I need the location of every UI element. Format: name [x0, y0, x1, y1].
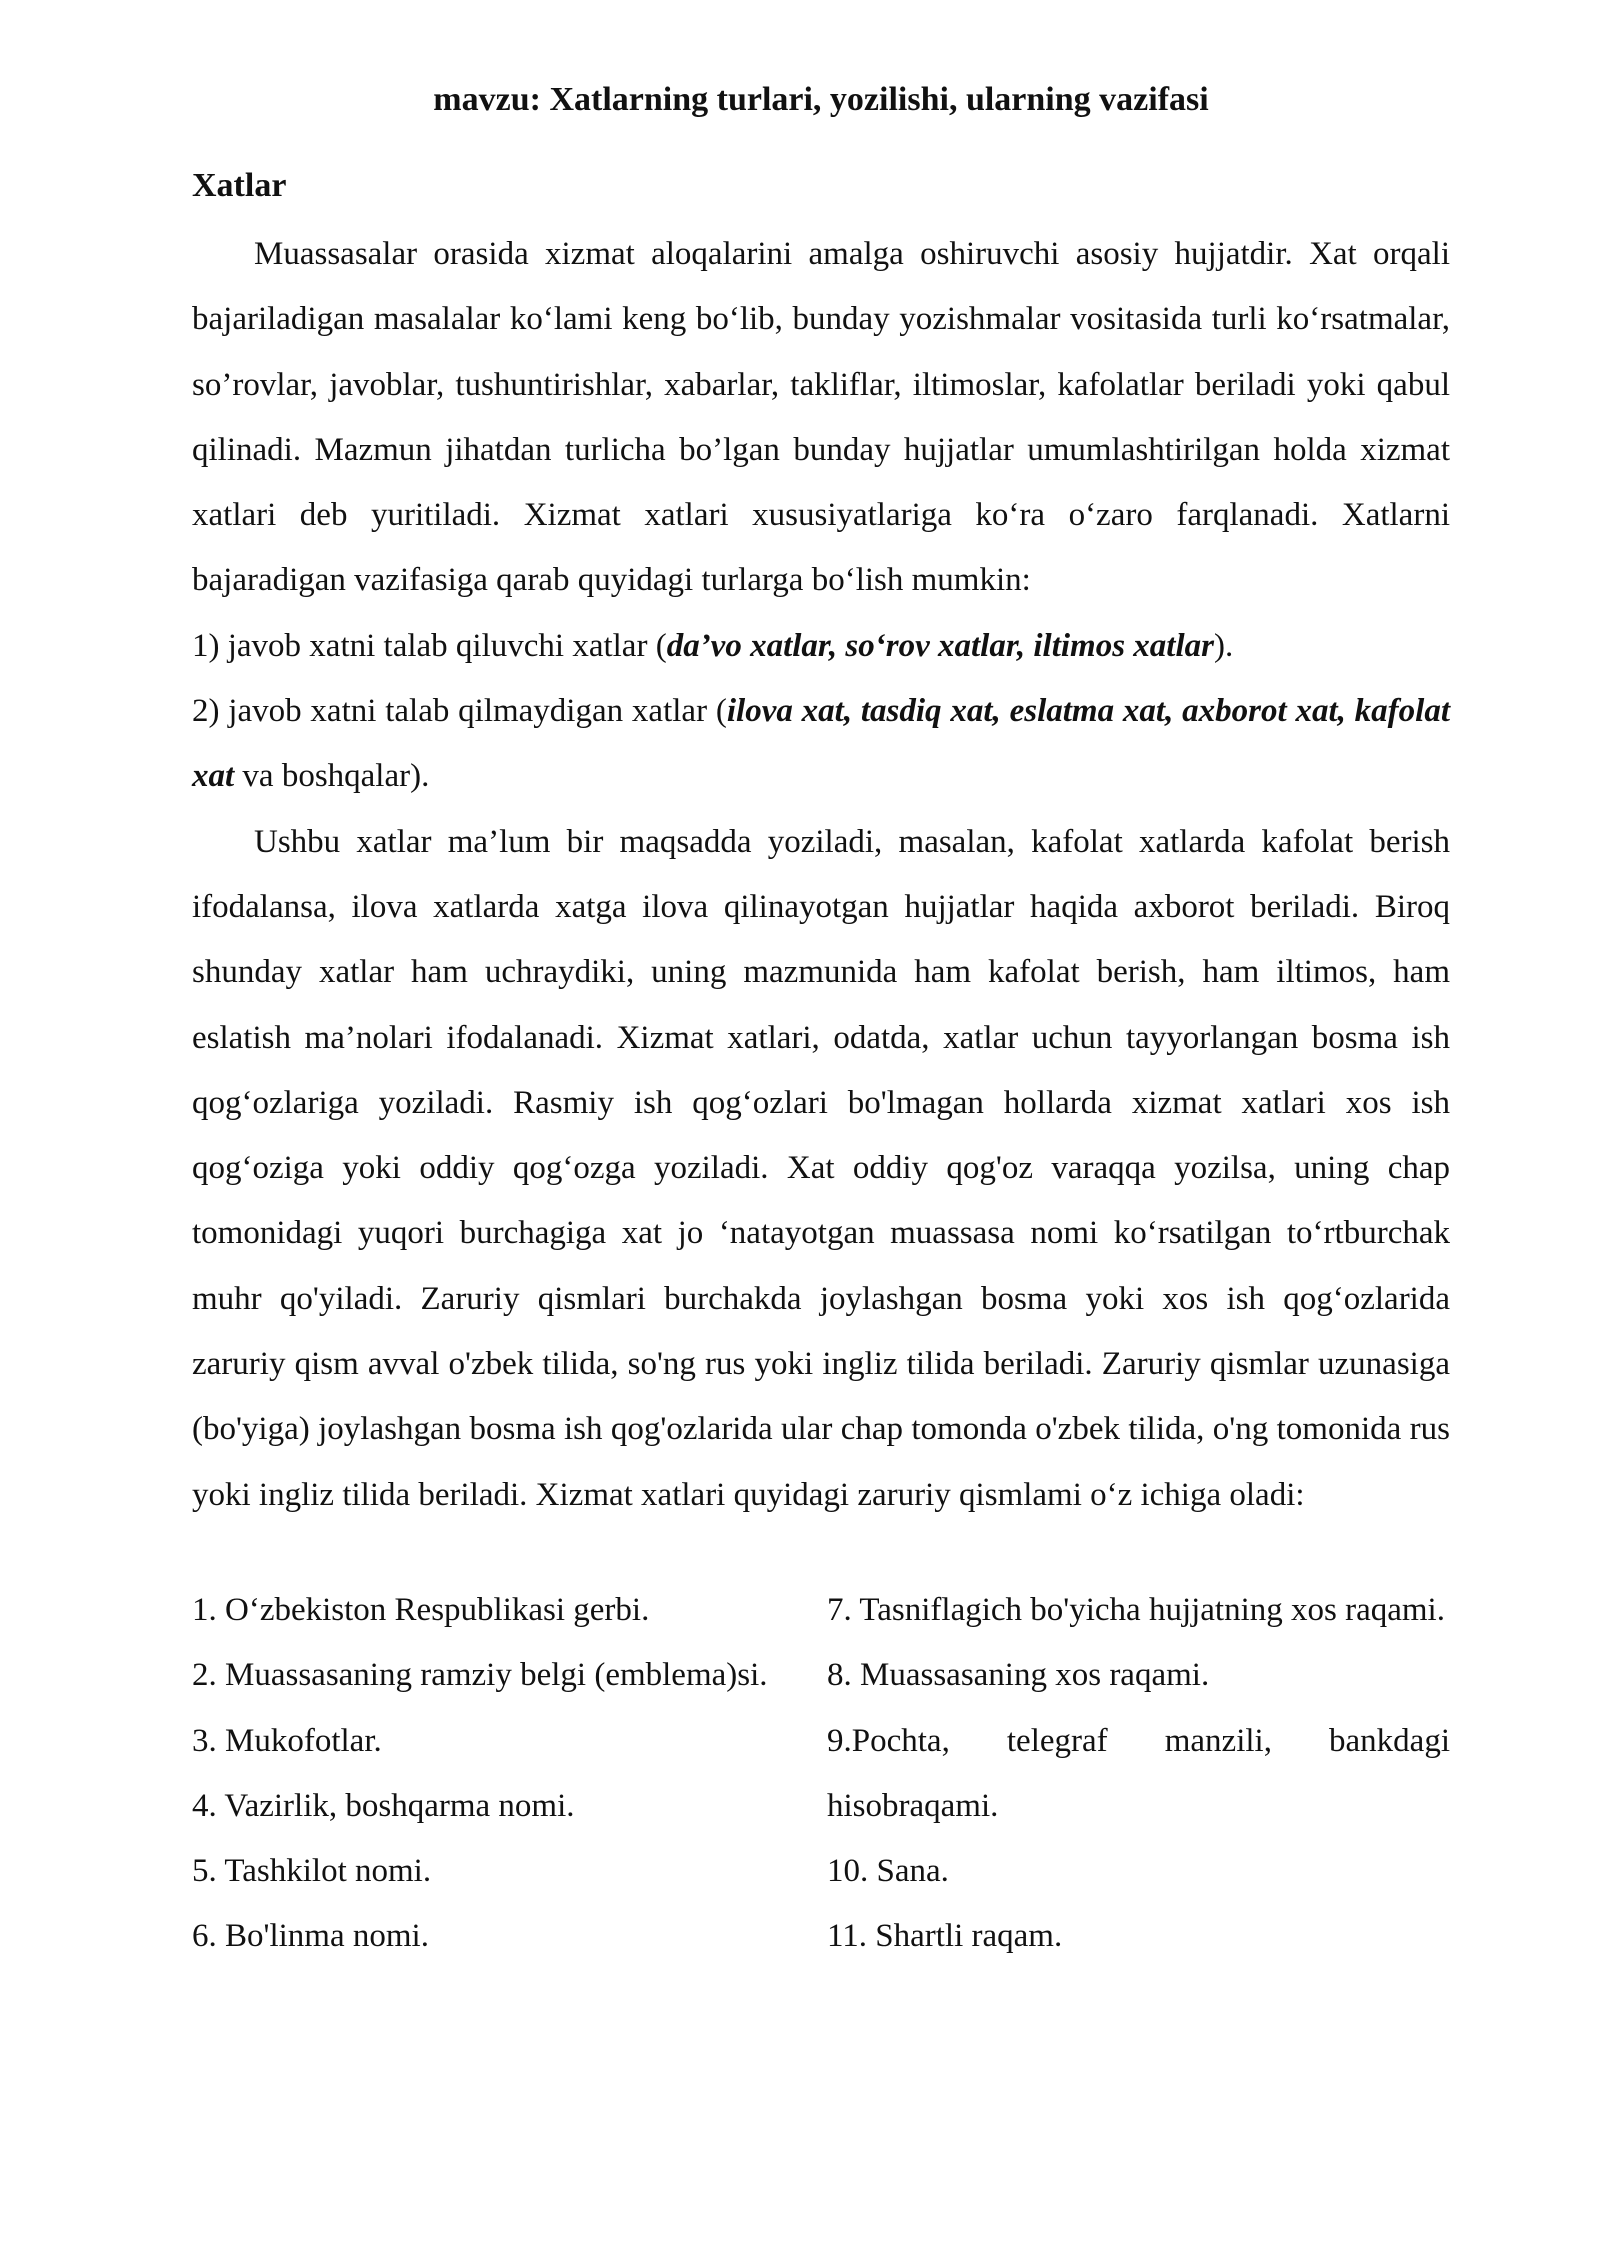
section-heading: Xatlar [192, 167, 287, 204]
list-item: 10. Sana. [827, 1853, 949, 1890]
list-item-1-emphasis: da’vo xatlar, so‘rov xatlar, iltimos xatlar [666, 627, 1214, 664]
list-item: 8. Muassasaning xos raqami. [827, 1657, 1210, 1694]
list-item: 3. Mukofotlar. [192, 1722, 382, 1759]
list-item-1-suffix: ). [1213, 627, 1234, 664]
list-item-2 [192, 679, 1450, 810]
list-item-1 [192, 614, 1450, 679]
list-item-2-emphasis: ilova xat, tasdiq xat, eslatma xat, axborot xat, kafolat xat [192, 693, 1451, 795]
list-item: 9.Pochta, telegraf manzili, bankdagi hisobraqami. [827, 1722, 1450, 1824]
intro-paragraph: Muassasalar orasida xizmat aloqalarini amalga oshiruvchi asosiy hujjatdir. Xat orqali bajariladigan masalalar ko‘lami keng bo‘lib, bunday yozishmalar vositasida turli ko‘rsatmalar, so’rovlar, javoblar, tushuntirishlar, xabarlar, takliflar, iltimoslar, kafolatlar beriladi yoki qabul qilinadi. Mazmun jihatdan turlicha bo’lgan bunday hujjatlar umumlashtirilgan holda xizmat xatlari deb yuritiladi. Xizmat xatlari xususiyatlariga ko‘ra o‘zaro farqlanadi. Xatlarni bajaradigan vazifasiga qarab quyidagi turlarga bo‘lish mumkin: [192, 236, 1450, 599]
list-item: 11. Shartli raqam. [827, 1918, 1063, 1955]
list-item-1-prefix: 1) javob xatni talab qiluvchi xatlar ( [192, 627, 667, 664]
document-title: mavzu: Xatlarning turlari, yozilishi, ularning vazifasi [433, 81, 1209, 118]
list-item: 5. Tashkilot nomi. [192, 1853, 432, 1890]
requisites-left-column [192, 1578, 815, 1970]
list-item: 2. Muassasaning ramziy belgi (emblema)si. [192, 1657, 768, 1694]
list-item: 1. O‘zbekiston Respublikasi gerbi. [192, 1591, 650, 1628]
requisites-columns [192, 1578, 1450, 1970]
list-item: 4. Vazirlik, boshqarma nomi. [192, 1787, 575, 1824]
list-item-2-suffix: va boshqalar). [234, 758, 430, 795]
list-item: 7. Tasniflagich bo'yicha hujjatning xos raqami. [827, 1591, 1445, 1628]
list-item-2-prefix: 2) javob xatni talab qilmaydigan xatlar ( [192, 693, 727, 730]
body-paragraph: Ushbu xatlar ma’lum bir maqsadda yoziladi, masalan, kafolat xatlarda kafolat berish ifodalansa, ilova xatlarda xatga ilova qilinayotgan hujjatlar haqida axborot beriladi. Biroq shunday xatlar ham uchraydiki, uning mazmunida ham kafolat berish, ham iltimos, ham eslatish ma’nolari ifodalanadi. Xizmat xatlari, odatda, xatlar uchun tayyorlangan bosma ish qog‘ozlariga yoziladi. Rasmiy ish qog‘ozlari bo'lmagan hollarda xizmat xatlari xos ish qog‘oziga yoki oddiy qog‘ozga yoziladi. Xat oddiy qog'oz varaqqa yozilsa, uning chap tomonidagi yuqori burchagiga xat jo ‘natayotgan muassasa nomi ko‘rsatilgan to‘rtburchak muhr qo'yiladi. Zaruriy qismlari burchakda joylashgan bosma yoki xos ish qog‘ozlarida zaruriy qism avval o'zbek tilida, so'ng rus yoki ingliz tilida beriladi. Zaruriy qismlar uzunasiga (bo'yiga) joylashgan bosma ish qog'ozlarida ular chap tomonda o'zbek tilida, o'ng tomonida rus yoki ingliz tilida beriladi. Xizmat xatlari quyidagi zaruriy qismlami o‘z ichiga oladi: [192, 823, 1450, 1513]
requisites-right-column [827, 1578, 1450, 1970]
list-item: 6. Bo'linma nomi. [192, 1918, 429, 1955]
